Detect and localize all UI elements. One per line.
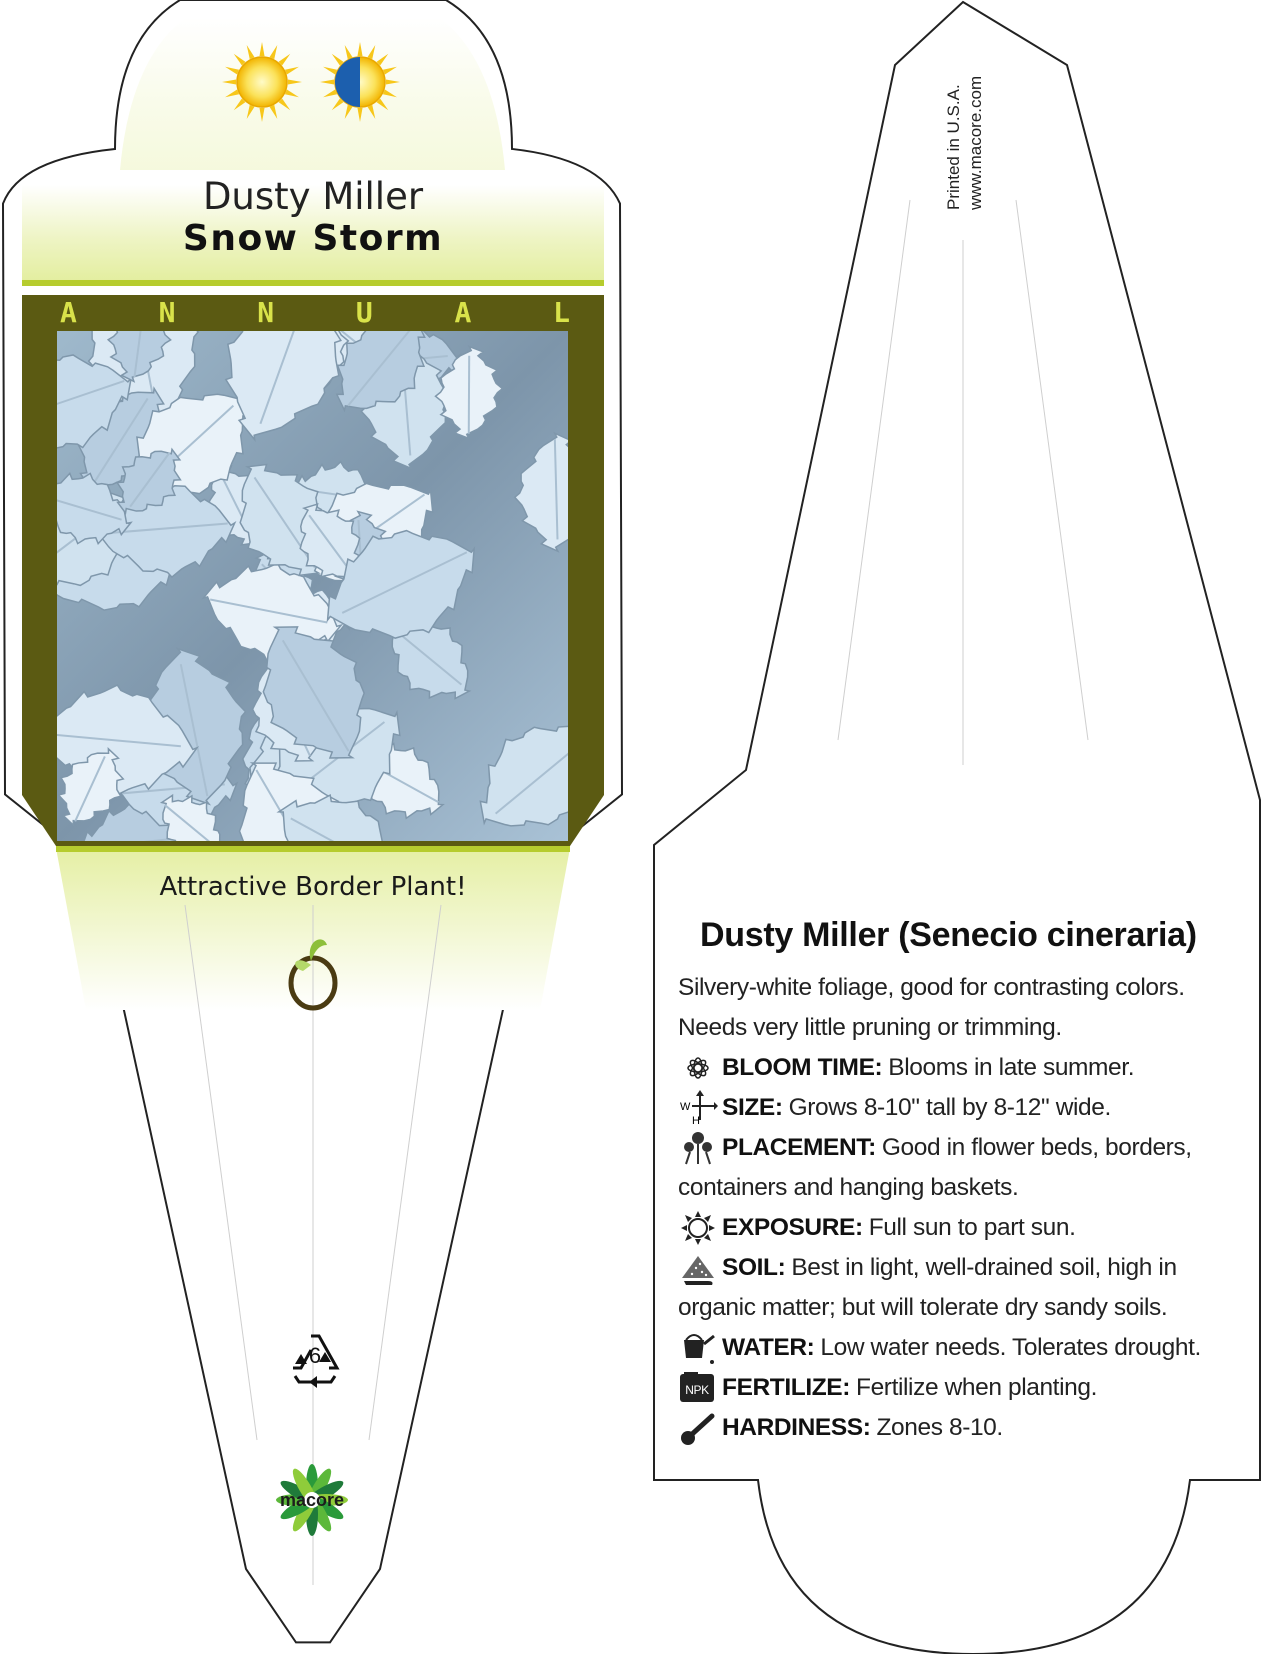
care-text: Fertilize when planting. xyxy=(856,1374,1097,1401)
care-row-bloom xyxy=(678,1048,1238,1088)
care-row-water xyxy=(678,1328,1238,1368)
care-title: Dusty Miller (Senecio cineraria) xyxy=(700,916,1197,954)
care-text: Full sun to part sun. xyxy=(868,1214,1076,1241)
care-row-size xyxy=(678,1088,1238,1128)
flower-bed-icon xyxy=(678,1130,718,1166)
care-instructions xyxy=(678,968,1238,1448)
care-continuation: organic matter; but will tolerate dry sandy soils. xyxy=(678,1294,1168,1321)
plant-variety-name: Snow Storm xyxy=(182,218,444,259)
care-text: Blooms in late summer. xyxy=(888,1054,1135,1081)
care-label: FERTILIZE: xyxy=(722,1374,851,1401)
category-letter: A xyxy=(454,296,472,329)
care-row-exposure xyxy=(678,1208,1238,1248)
care-label: HARDINESS: xyxy=(722,1414,871,1441)
care-text: Grows 8-10" tall by 8-12" wide. xyxy=(788,1094,1111,1121)
category-letter: N xyxy=(158,296,176,329)
care-label: BLOOM TIME: xyxy=(722,1054,883,1081)
care-label: SOIL: xyxy=(722,1254,786,1281)
category-letter: U xyxy=(355,296,373,329)
care-row-soil xyxy=(678,1248,1238,1288)
part-sun-icon xyxy=(320,42,400,122)
care-label: WATER: xyxy=(722,1334,815,1361)
brand-wordmark: macore xyxy=(279,1490,345,1510)
recycle-number: 6 xyxy=(308,1343,322,1368)
care-row-placement xyxy=(678,1128,1238,1168)
flower-icon xyxy=(678,1050,718,1086)
category-letter: A xyxy=(60,296,77,329)
care-continuation: containers and hanging baskets. xyxy=(678,1174,1019,1201)
care-label: SIZE: xyxy=(722,1094,783,1121)
width-letter: W xyxy=(680,1101,690,1113)
care-text: Low water needs. Tolerates drought. xyxy=(820,1334,1201,1361)
description-line: Silvery-white foliage, good for contrasting colors. xyxy=(678,974,1185,1001)
website-label: www.macore.com xyxy=(966,75,985,210)
npk-text: NPK xyxy=(685,1383,709,1397)
category-letter: L xyxy=(553,296,570,329)
full-sun-icon xyxy=(222,42,302,122)
category-label xyxy=(60,296,570,329)
care-text: Best in light, well-drained soil, high in xyxy=(791,1254,1177,1281)
description-line: Needs very little pruning or trimming. xyxy=(678,1014,1062,1041)
tagline: Attractive Border Plant! xyxy=(159,872,467,902)
soil-trowel-icon xyxy=(678,1250,718,1286)
npk-icon xyxy=(678,1370,718,1406)
category-letter: N xyxy=(257,296,275,329)
care-text: Good in flower beds, borders, xyxy=(881,1134,1192,1161)
care-text: Zones 8-10. xyxy=(876,1414,1003,1441)
sun-outline-icon xyxy=(678,1210,718,1246)
printed-in-label: Printed in U.S.A. xyxy=(944,84,963,210)
size-arrows-icon xyxy=(678,1090,718,1126)
plant-photo xyxy=(0,254,631,929)
care-label: PLACEMENT: xyxy=(722,1134,876,1161)
care-row-fertilize xyxy=(678,1368,1238,1408)
watering-can-icon xyxy=(678,1330,718,1366)
plant-common-name: Dusty Miller xyxy=(202,175,424,218)
thermometer-icon xyxy=(678,1410,718,1446)
height-letter: H xyxy=(692,1115,700,1126)
care-row-hardiness xyxy=(678,1408,1238,1448)
care-label: EXPOSURE: xyxy=(722,1214,863,1241)
